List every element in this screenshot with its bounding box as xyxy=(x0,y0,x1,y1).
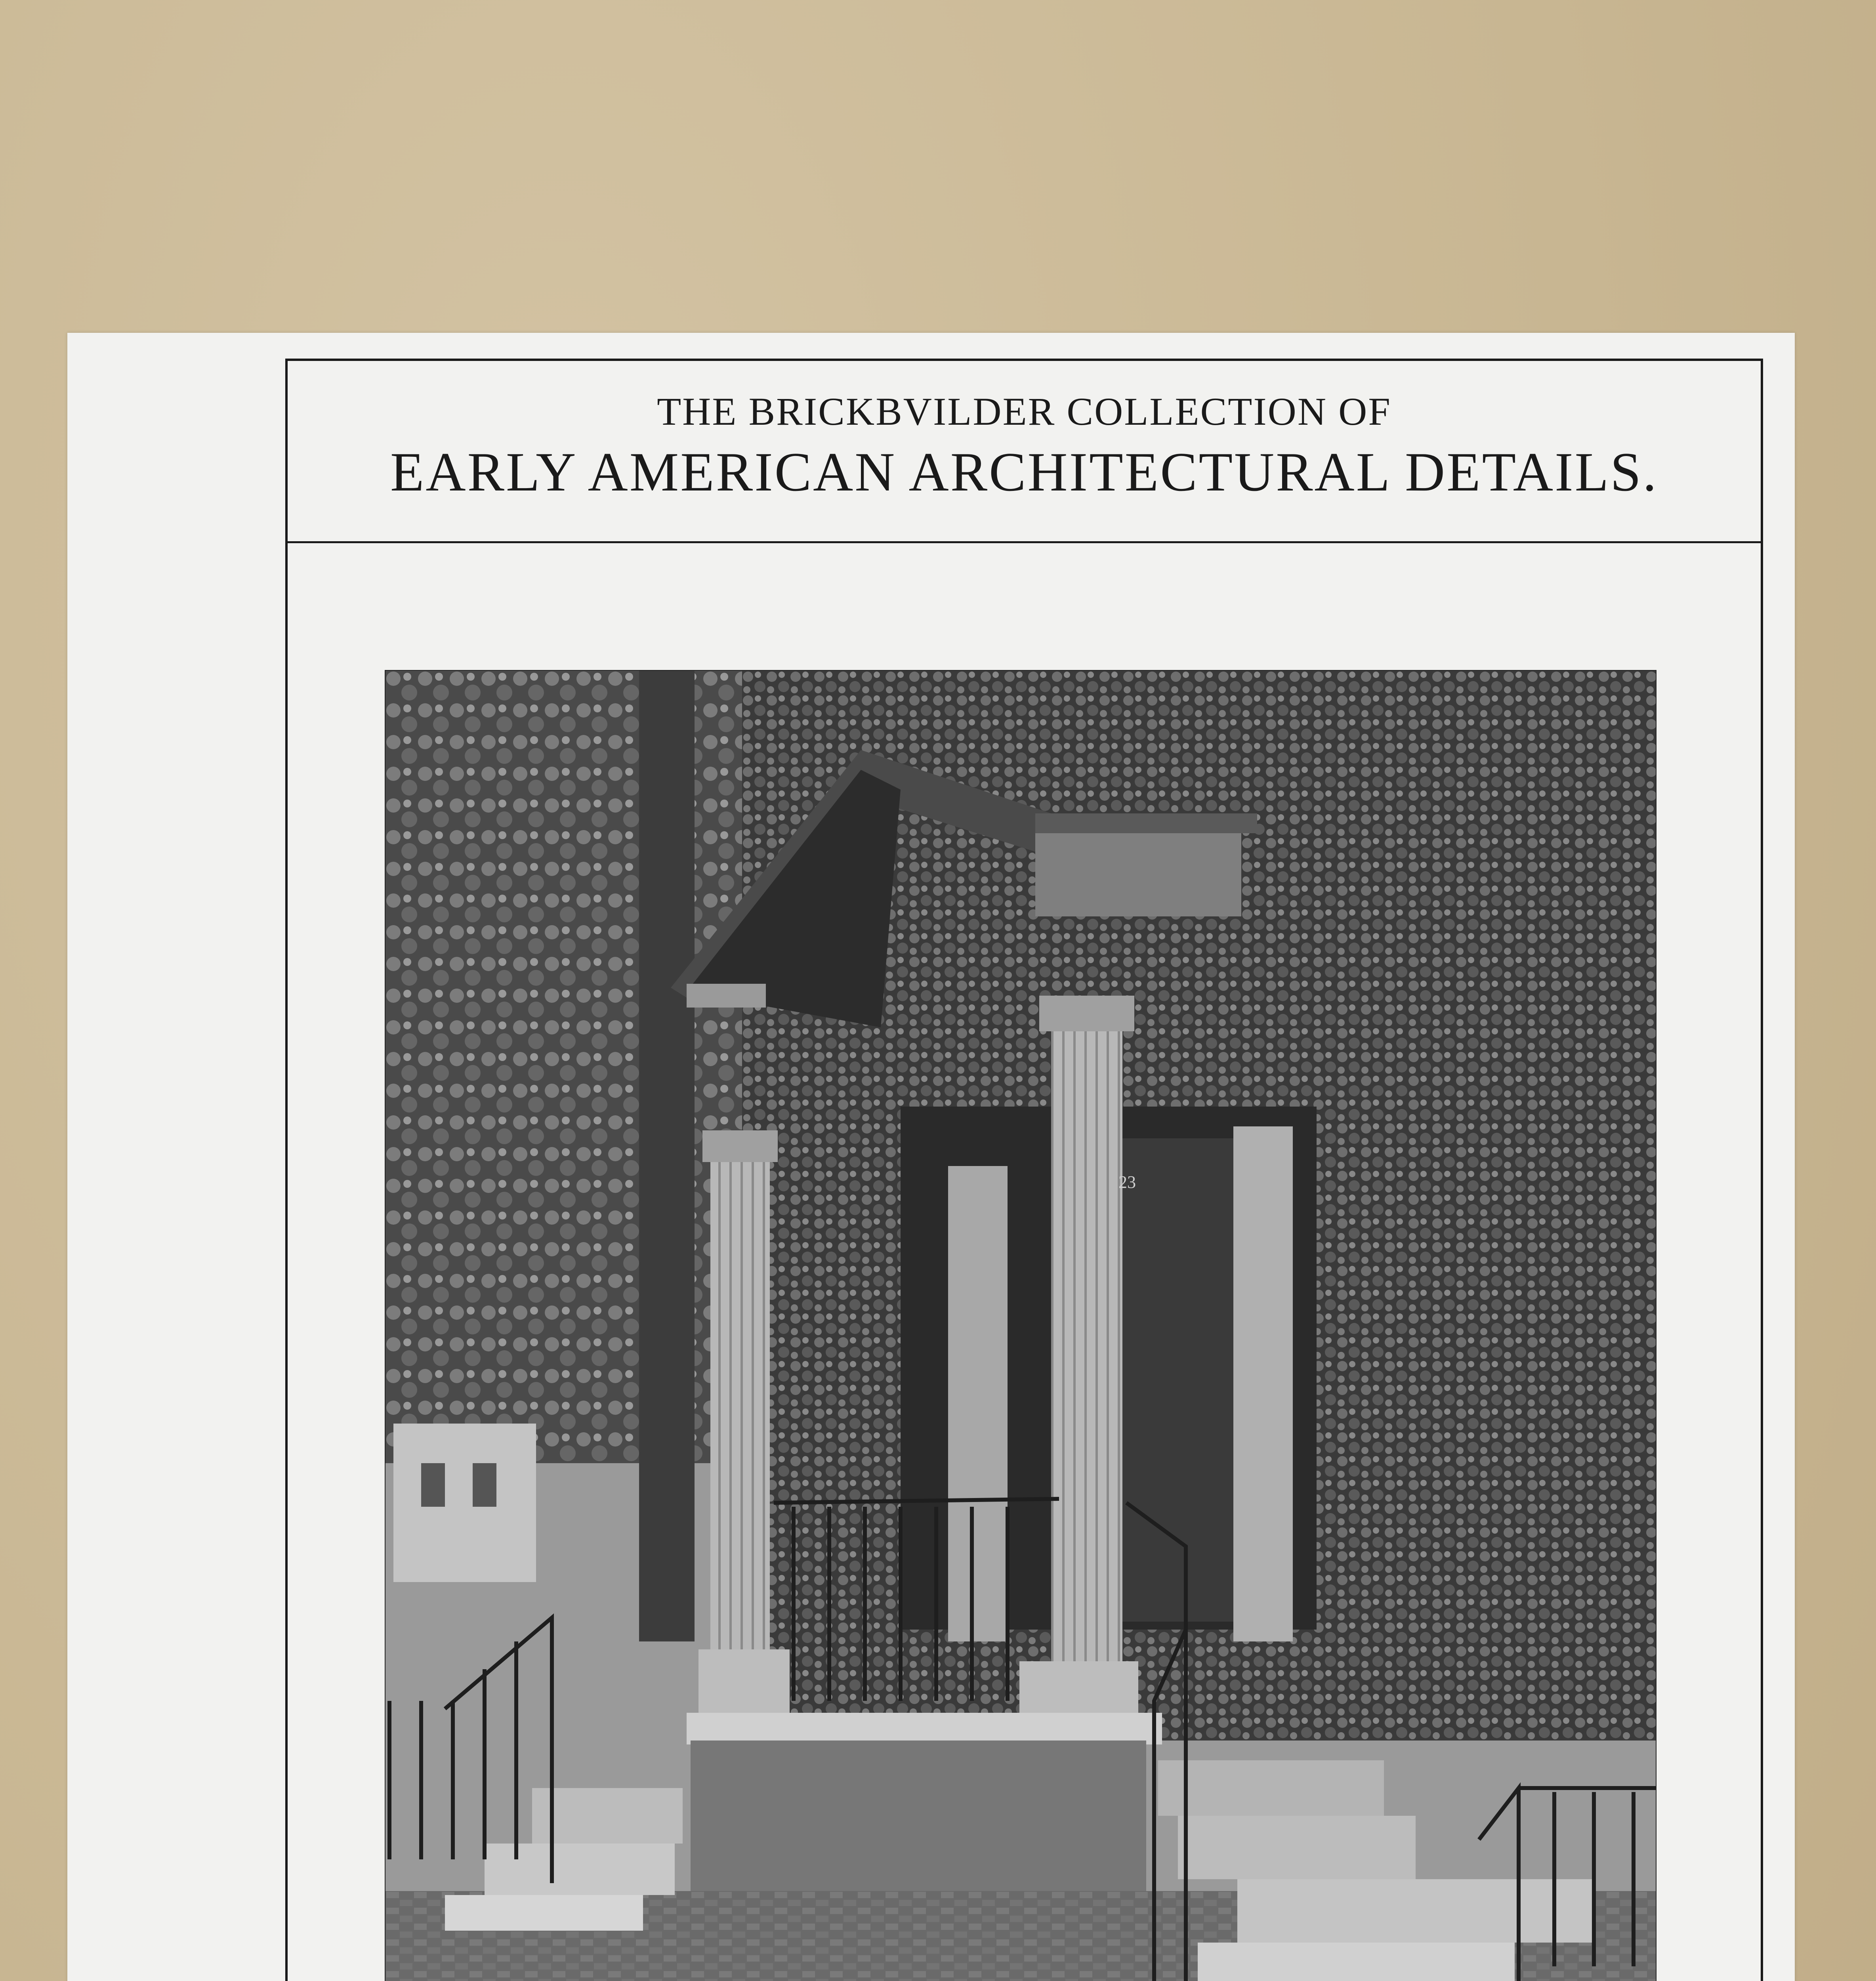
porch-photograph xyxy=(385,670,1657,1981)
plate-border-frame xyxy=(285,359,1763,1981)
printed-plate-sheet xyxy=(67,333,1795,1981)
collection-subtitle: THE BRICKBVILDER COLLECTION OF xyxy=(657,389,1391,433)
plate-header xyxy=(288,361,1761,543)
house-number: 23 xyxy=(1118,1172,1136,1192)
collection-title: EARLY AMERICAN ARCHITECTURAL DETAILS. xyxy=(390,441,1658,503)
